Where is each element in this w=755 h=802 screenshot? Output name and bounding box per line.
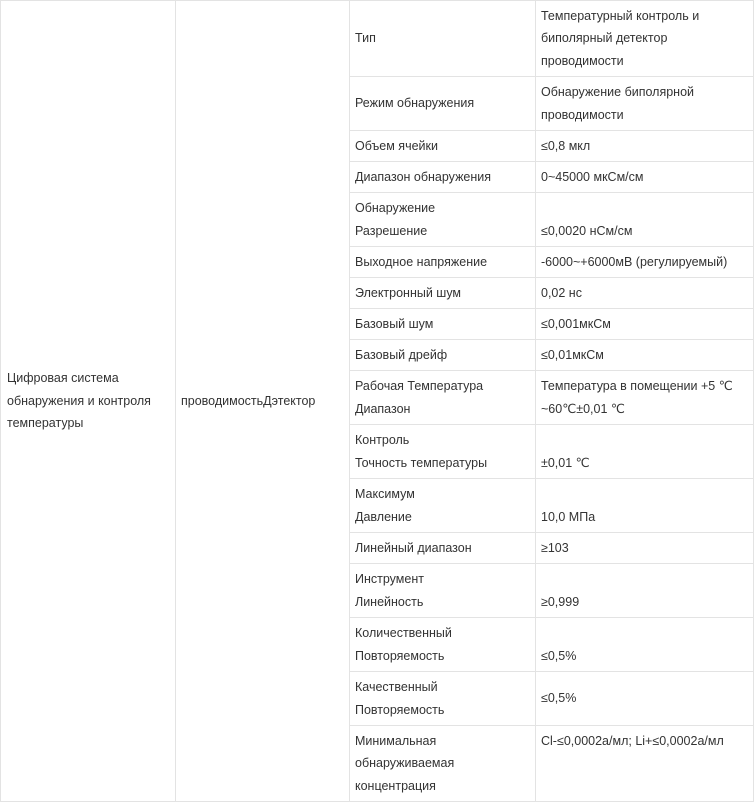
parameter-name-cell [350, 371, 536, 425]
parameter-name-cell [350, 131, 536, 162]
system-name-cell: Цифровая система обнаружения и контроля температуры [1, 1, 176, 802]
parameter-name-cell [350, 672, 536, 726]
parameter-name-cell [350, 726, 536, 802]
parameter-name-cell [350, 618, 536, 672]
parameter-value-line: ±0,01 ℃ [541, 455, 590, 470]
parameter-value-line: 0~45000 мкСм/см [541, 169, 644, 184]
parameter-name-line: Контроль [355, 433, 410, 447]
parameter-name-line: Базовый дрейф [355, 347, 448, 362]
parameter-name-line: Рабочая Температура [355, 379, 484, 393]
parameter-name-line: Минимальная [355, 733, 437, 748]
parameter-name-cell [350, 533, 536, 564]
parameter-name-line: Диапазон [355, 401, 411, 416]
parameter-name-line: Выходное напряжение [355, 254, 488, 269]
parameter-name-cell [350, 77, 536, 131]
parameter-name-line: обнаруживаемая [355, 756, 455, 771]
parameter-value-line: Cl-≤0,0002а/мл; Li+≤0,0002а/мл [541, 734, 724, 748]
parameter-value-line: ≤0,0020 нСм/см [541, 223, 633, 238]
parameter-value-cell [536, 278, 754, 309]
parameter-value-line: ≥103 [541, 540, 569, 555]
parameter-value-line: ≤0,8 мкл [541, 138, 591, 153]
parameter-value-cell [536, 726, 754, 802]
parameter-name-cell [350, 309, 536, 340]
parameter-value-cell [536, 1, 754, 77]
parameter-name-line: Качественный [355, 680, 438, 694]
parameter-value-line: ≤0,001мкСм [541, 316, 611, 331]
parameter-name-cell [350, 425, 536, 479]
parameter-value-cell [536, 247, 754, 278]
parameter-value-cell [536, 371, 754, 425]
parameter-name-line: Линейный диапазон [355, 540, 472, 555]
parameter-name-line: Точность температуры [355, 455, 488, 470]
parameter-value-cell [536, 425, 754, 479]
parameter-name-cell [350, 564, 536, 618]
parameter-value-line: -6000~+6000мВ (регулируемый) [541, 254, 728, 269]
parameter-value-line: 10,0 МПа [541, 509, 596, 524]
parameter-value-cell [536, 131, 754, 162]
parameter-value-cell [536, 533, 754, 564]
parameter-value-line: 0,02 нс [541, 285, 582, 300]
detector-name-cell: проводимостьДэтектор [176, 1, 350, 802]
parameter-name-line: Режим обнаружения [355, 96, 475, 111]
parameter-value-cell [536, 340, 754, 371]
parameter-name-cell [350, 162, 536, 193]
parameter-name-line: концентрация [355, 778, 436, 793]
parameter-name-line: Давление [355, 509, 412, 524]
parameter-name-line: Обнаружение [355, 201, 436, 215]
parameter-value-line: ≥0,999 [541, 594, 580, 609]
parameter-name-line: Диапазон обнаружения [355, 169, 492, 184]
parameter-value-line: ≤0,5% [541, 648, 577, 663]
parameter-value-cell [536, 479, 754, 533]
parameter-value-cell [536, 672, 754, 726]
parameter-name-line: Инструмент [355, 572, 424, 586]
parameter-name-cell [350, 278, 536, 309]
parameter-name-line: Линейность [355, 594, 424, 609]
parameter-value-line: ≤0,01мкСм [541, 347, 604, 362]
table-row [1, 1, 754, 77]
parameter-value-line: Обнаружение биполярной проводимости [541, 85, 695, 122]
parameter-name-line: Объем ячейки [355, 138, 438, 153]
parameter-name-cell [350, 479, 536, 533]
parameter-name-cell [350, 1, 536, 77]
parameter-name-line: Базовый шум [355, 316, 434, 331]
parameter-value-cell [536, 618, 754, 672]
parameter-name-line: Тип [355, 31, 376, 46]
parameter-value-line: Температурный контроль и биполярный детектор проводимости [541, 8, 700, 68]
parameter-value-line: Температура в помещении +5 ℃ ~60℃±0,01 ℃ [541, 379, 733, 416]
parameter-name-line: Повторяемость [355, 702, 445, 717]
parameter-name-cell [350, 247, 536, 278]
parameter-value-cell [536, 309, 754, 340]
parameter-name-line: Количественный [355, 626, 452, 640]
parameter-value-line: ≤0,5% [541, 691, 577, 706]
parameter-name-cell [350, 193, 536, 247]
parameter-name-line: Разрешение [355, 223, 428, 238]
parameter-name-line: Максимум [355, 487, 415, 501]
specs-table-body [1, 1, 754, 802]
parameter-value-cell [536, 564, 754, 618]
parameter-name-line: Электронный шум [355, 285, 462, 300]
parameter-value-cell [536, 193, 754, 247]
parameter-value-cell [536, 77, 754, 131]
parameter-name-line: Повторяемость [355, 648, 445, 663]
parameter-name-cell [350, 340, 536, 371]
parameter-value-cell [536, 162, 754, 193]
